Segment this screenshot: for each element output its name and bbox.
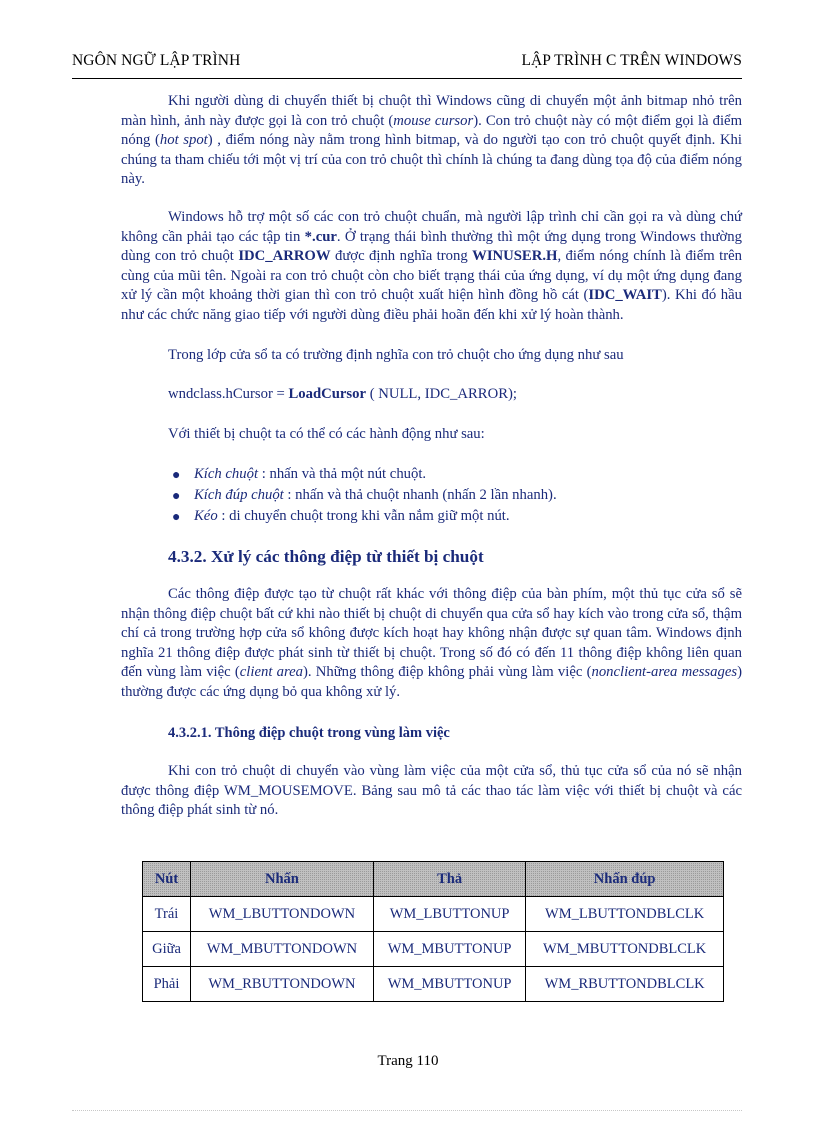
action-desc: : nhấn và thả chuột nhanh (nhấn 2 lần nhanh). [283,487,557,504]
table-cell: WM_RBUTTONDBLCLK [526,967,724,1002]
paragraph-mouse-actions: Với thiết bị chuột ta có thể có các hành động như sau: [168,425,485,442]
action-term: Kích đúp chuột [194,487,284,504]
list-item [172,464,742,485]
page-content [121,92,742,821]
code-line-hcursor [168,385,742,405]
list-item [172,506,742,527]
p1-text-c: ). Con trỏ chuột này có một điểm gọi là điểm nóng ( [121,112,742,149]
term-hot-spot: hot spot [159,132,208,149]
p2-text-i: ). Khi đó hầu như các chức năng giao tiếp với người dùng điều phải hoãn đến khi xử lý hoàn thành. [121,287,742,323]
footer-divider [72,1110,742,1111]
table-row [143,897,724,932]
paragraph-window-class: Trong lớp cửa sổ ta có trường định nghĩa con trỏ chuột cho ứng dụng như sau [168,346,624,363]
header-left-title: NGÔN NGỮ LẬP TRÌNH [72,52,241,69]
table-cell: WM_MBUTTONUP [373,932,525,967]
section-title: 4.3.2. Xử lý các thông điệp từ thiết bị chuột [168,547,484,567]
page-header [72,52,742,79]
page-number: Trang 110 [377,1053,439,1069]
code-text-c: ( NULL, IDC_ARROR); [366,386,517,403]
bullet-icon: ● [172,468,181,484]
paragraph-mouse-messages [121,585,742,703]
term-mouse-cursor: mouse cursor [393,112,474,129]
table-cell: Trái [143,897,191,932]
column-header: Nút [143,862,191,897]
bullet-icon: ● [172,510,181,526]
term-winuser-h: WINUSER.H [472,248,558,265]
action-term: Kéo [194,508,218,525]
table-cell: WM_RBUTTONDOWN [191,967,374,1002]
table-header-row [143,862,724,897]
paragraph-standard-cursors [121,208,742,326]
paragraph-mouse-cursor [121,92,742,190]
table-cell: WM_MBUTTONDBLCLK [526,932,724,967]
p1-text-e: ) , điểm nóng này nằm trong hình bitmap, và do người tạo con trỏ chuột quyết định. Khi chúng ta tham chiếu tới một vị trí của con trỏ chuột thì chính là chúng ta đang dùng tọa độ của điểm nóng này. [121,132,742,188]
column-header: Nhấn [191,862,374,897]
p5-text-c: ). Những thông điệp không phải vùng làm việc ( [302,664,592,681]
term-idc-wait: IDC_WAIT [588,287,662,304]
mouse-action-list [121,464,742,527]
bullet-icon: ● [172,489,181,505]
list-item [172,485,742,506]
subsection-title: 4.3.2.1. Thông điệp chuột trong vùng làm việc [168,725,450,742]
term-idc-arrow: IDC_ARROW [238,248,331,265]
code-text-a: wndclass.hCursor = [168,386,289,403]
p2-text-c: . Ở trạng thái bình thường thì một ứng dụng trong Windows thường dùng con trỏ chuột [121,228,742,265]
table-cell: WM_MBUTTONUP [373,967,525,1002]
p2-text-a: Windows hỗ trợ một số các con trỏ chuột chuẩn, mà người lập trình chỉ cần gọi ra và dùng chứ không cần phải tạo các tập tin [121,208,742,245]
table-row [143,932,724,967]
table-cell: WM_MBUTTONDOWN [191,932,374,967]
table-cell: Giữa [143,932,191,967]
table-cell: Phải [143,967,191,1002]
table-cell: WM_LBUTTONDOWN [191,897,374,932]
code-loadcursor: LoadCursor [288,386,367,403]
mouse-message-table [142,861,724,1002]
paragraph-client-area-messages: Khi con trỏ chuột di chuyển vào vùng làm việc của một cửa sổ, thủ tục cửa sổ của nó sẽ nhận được thông điệp WM_MOUSEMOVE. Bảng sau mô tả các thao tác làm việc với thiết bị chuột và các thông điệp phát sinh từ nó. [121,763,742,819]
column-header: Nhấn đúp [526,862,724,897]
term-nonclient-area: nonclient-area messages [591,664,738,681]
term-client-area: client area [239,664,303,681]
table-row [143,967,724,1002]
p2-text-g: , điểm nóng chính là điểm trên cùng của mũi tên. Ngoài ra con trỏ chuột còn cho biết trạng thái của ứng dụng, ví dụ một ứng dụng đang xử lý cần một khoảng thời gian thì con trỏ chuột xuất hiện hình đồng hồ cát ( [121,248,742,304]
action-term: Kích chuột [194,466,259,483]
header-right-title: LẬP TRÌNH C TRÊN WINDOWS [521,52,742,69]
p5-text-a: Các thông điệp được tạo từ chuột rất khác với thông điệp của bàn phím, một thủ tục cửa sổ sẽ nhận thông điệp chuột bất cứ khi nào thiết bị chuột di chuyển qua cửa sổ hay kích vào trong cửa sổ, thậm chí cả trong trường hợp cửa sổ không được kích hoạt hay không nhận được sự quan tâm. Windows định nghĩa 21 thông điệp được phát sinh từ thiết bị chuột. Trong số đó có đến 11 thông điệp không liên quan đến vùng làm việc ( [121,585,742,681]
p2-text-e: được định nghĩa trong [330,248,473,265]
action-desc: : nhấn và thả một nút chuột. [258,466,427,483]
p1-text-a: Khi người dùng di chuyển thiết bị chuột thì Windows cũng di chuyển một ảnh bitmap nhỏ trên màn hình, ảnh này được gọi là con trỏ chuột ( [121,93,742,129]
table-cell: WM_LBUTTONUP [373,897,525,932]
table-cell: WM_LBUTTONDBLCLK [526,897,724,932]
term-cur-file: *.cur [304,228,337,245]
action-desc: : di chuyển chuột trong khi vẫn nắm giữ một nút. [217,508,510,525]
column-header: Thả [373,862,525,897]
p5-text-e: ) thường được các ứng dụng bỏ qua không xử lý. [121,664,742,700]
